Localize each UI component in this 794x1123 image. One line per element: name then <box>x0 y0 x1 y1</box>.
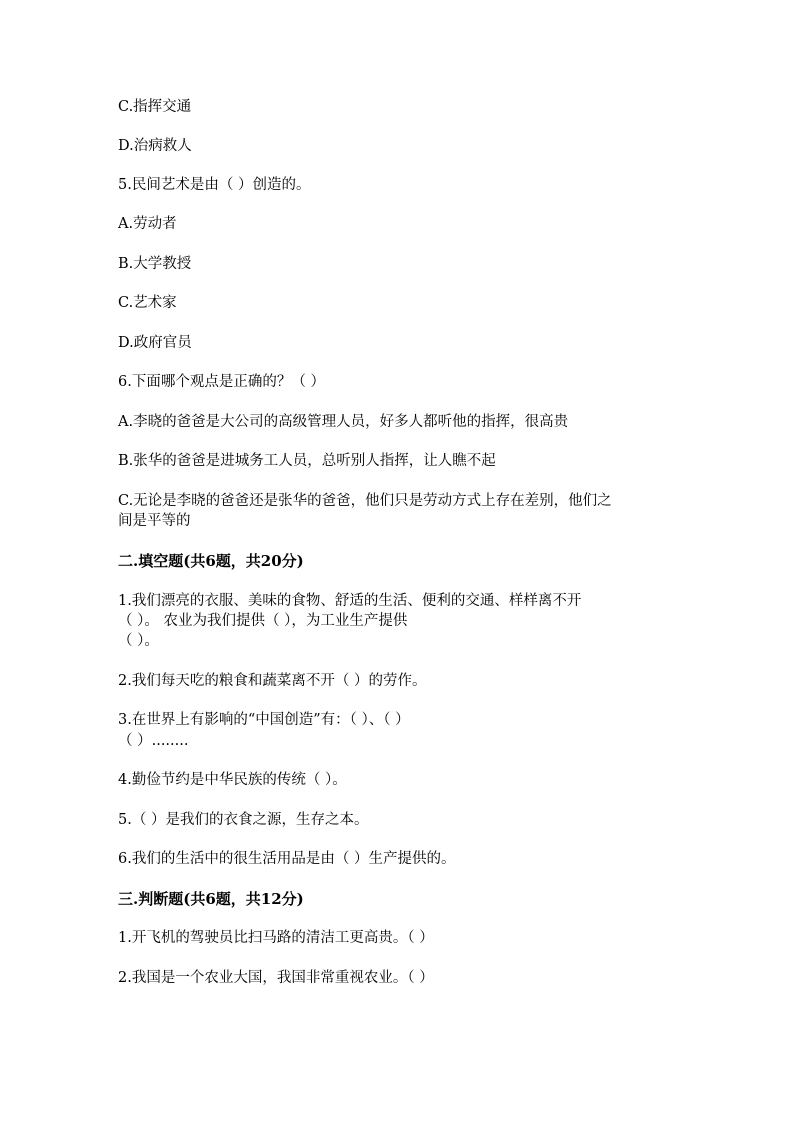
q6-option-c-line1: C.无论是李晓的爸爸还是张华的爸爸，他们只是劳动方式上存在差别，他们之 <box>118 493 612 509</box>
q5-option-c: C.艺术家 <box>118 295 177 311</box>
fill-q1-line1: 1.我们漂亮的衣服、美味的食物、舒适的生活、便利的交通、样样离不开 <box>118 593 582 609</box>
section-title-fill-in: 二.填空题(共6题，共20分) <box>118 552 304 570</box>
q5-option-a: A.劳动者 <box>118 216 177 232</box>
q5-option-d: D.政府官员 <box>118 335 192 351</box>
judge-q2: 2.我国是一个农业大国，我国非常重视农业。（ ） <box>118 970 434 986</box>
fill-q6: 6.我们的生活中的很生活用品是由（ ）生产提供的。 <box>118 851 456 867</box>
q5-stem: 5.民间艺术是由（ ）创造的。 <box>118 177 311 193</box>
q4-option-d: D.治病救人 <box>118 138 192 154</box>
q5-option-b: B.大学教授 <box>118 256 192 272</box>
fill-q5: 5.（ ）是我们的衣食之源，生存之本。 <box>118 812 369 828</box>
q4-option-c: C.指挥交通 <box>118 99 192 115</box>
section-title-true-false: 三.判断题(共6题，共12分) <box>118 890 304 908</box>
fill-q4: 4.勤俭节约是中华民族的传统（ ）。 <box>118 772 347 788</box>
q6-stem: 6.下面哪个观点是正确的？（ ） <box>118 374 325 390</box>
fill-q1-line2: （ ）。 农业为我们提供（ ），为工业生产提供 <box>118 613 408 629</box>
q6-option-b: B.张华的爸爸是进城务工人员，总听别人指挥，让人瞧不起 <box>118 453 496 469</box>
fill-q2: 2.我们每天吃的粮食和蔬菜离不开（ ）的劳作。 <box>118 673 427 689</box>
q6-option-c-line2: 间是平等的 <box>118 513 191 529</box>
fill-q1-line3: （ ）。 <box>118 633 159 649</box>
judge-q1: 1.开飞机的驾驶员比扫马路的清洁工更高贵。（ ） <box>118 930 434 946</box>
fill-q3-line2: （ ）........ <box>118 733 189 749</box>
fill-q3-line1: 3.在世界上有影响的“中国创造”有：（ ）、（ ） <box>118 712 410 728</box>
q6-option-a: A.李晓的爸爸是大公司的高级管理人员，好多人都听他的指挥，很高贵 <box>118 414 569 430</box>
